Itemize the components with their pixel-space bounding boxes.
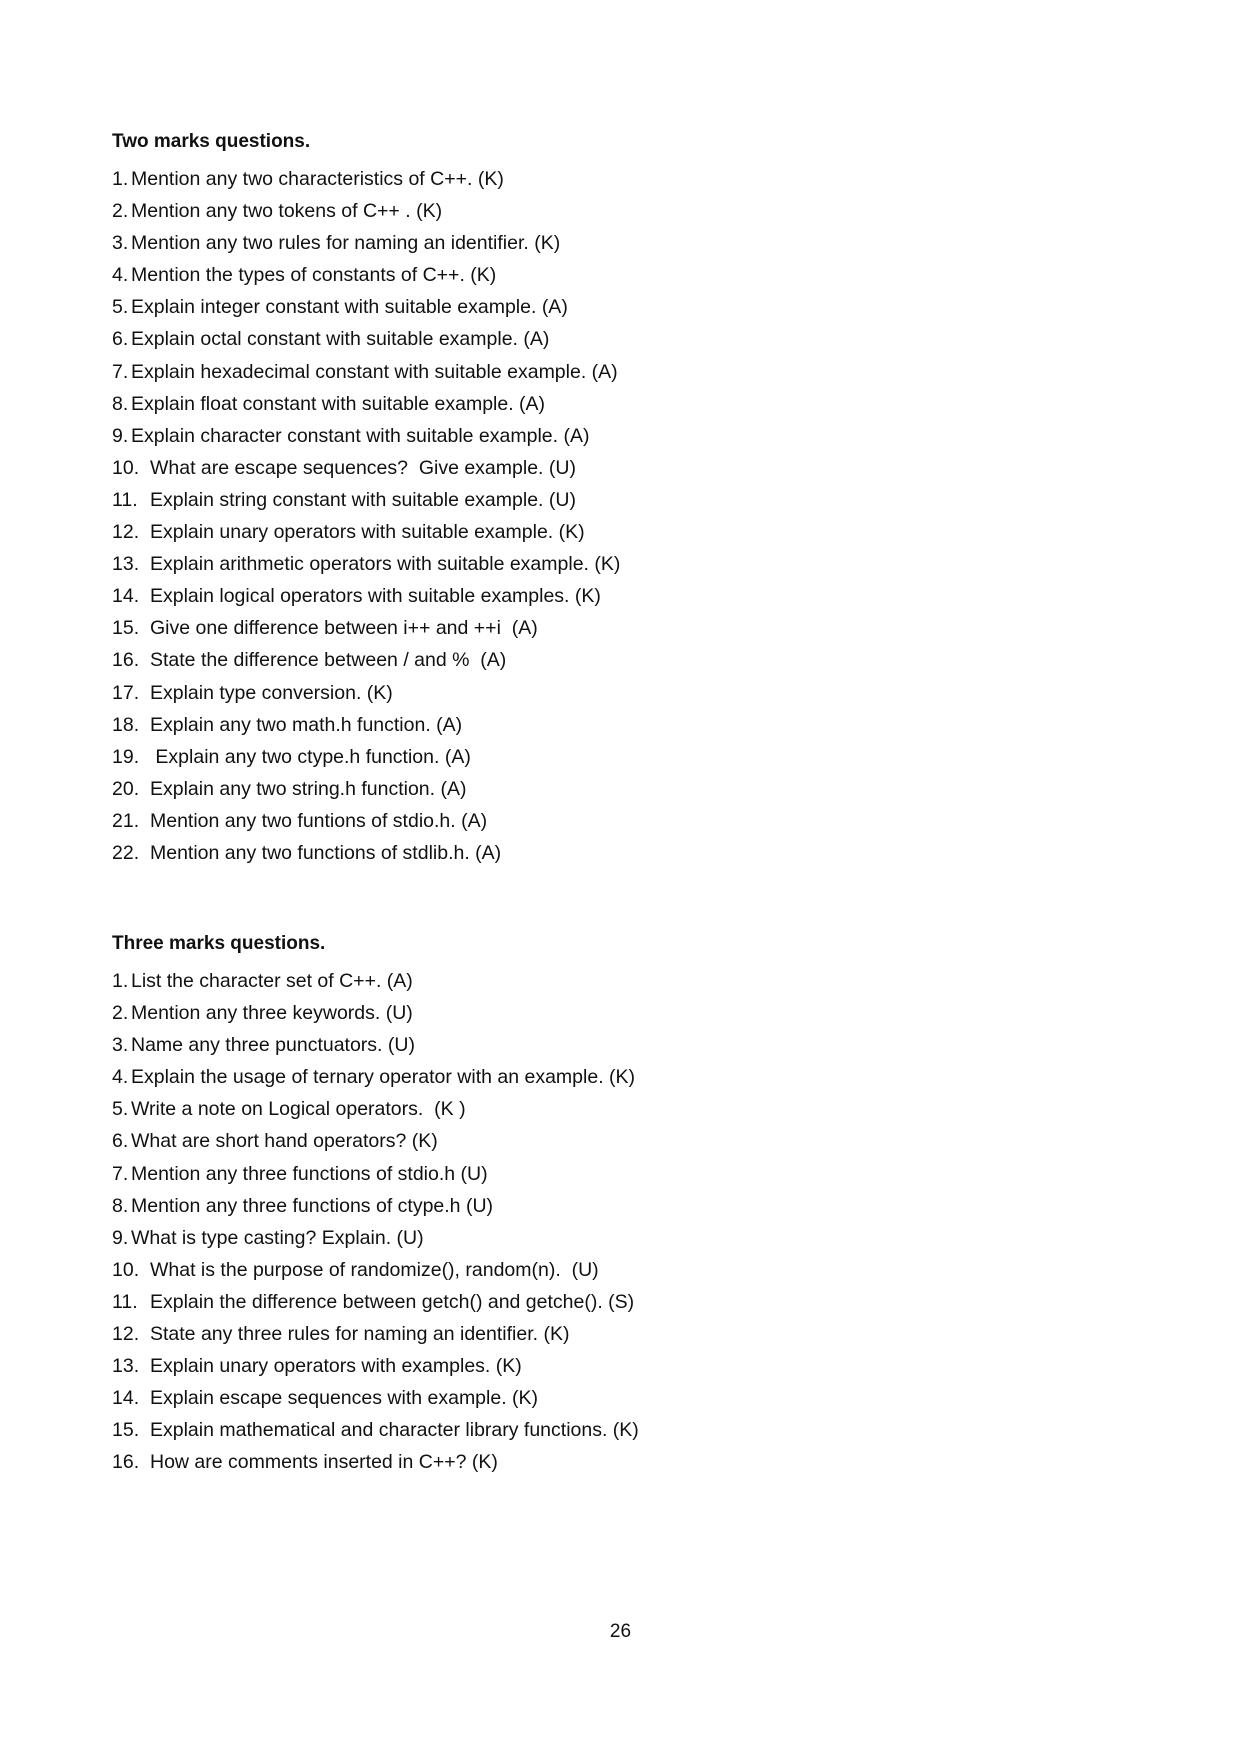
- question-text: What are short hand operators? (K): [131, 1130, 438, 1153]
- question-item: [112, 1318, 1112, 1350]
- question-number: 19.: [112, 745, 140, 768]
- question-item: [112, 1414, 1112, 1446]
- question-item: [112, 612, 1112, 644]
- question-text: Give one difference between i++ and ++i (A): [150, 617, 538, 640]
- question-item: [112, 1061, 1112, 1093]
- question-number: 12.: [112, 521, 140, 544]
- question-text: Explain escape sequences with example. (K): [150, 1387, 539, 1410]
- question-item: [112, 388, 1112, 420]
- question-text: Explain any two ctype.h function. (A): [150, 745, 471, 768]
- question-item: [112, 1029, 1112, 1061]
- question-number: 16.: [112, 1451, 140, 1474]
- question-number: 4.: [112, 1066, 129, 1089]
- question-number: 17.: [112, 681, 140, 704]
- question-item: [112, 580, 1112, 612]
- question-item: [112, 1254, 1112, 1286]
- question-text: Mention any three functions of stdio.h (U): [131, 1162, 488, 1185]
- two-marks-section: [112, 128, 1112, 869]
- question-item: [112, 1093, 1112, 1125]
- question-number: 5.: [112, 1098, 129, 1121]
- question-number: 11.: [112, 1290, 138, 1313]
- question-item: [112, 1446, 1112, 1478]
- question-number: 10.: [112, 456, 140, 479]
- question-item: [112, 773, 1112, 805]
- question-text: Mention any two funtions of stdio.h. (A): [150, 809, 488, 832]
- question-text: Explain arithmetic operators with suitable example. (K): [150, 553, 621, 576]
- question-number: 15.: [112, 1419, 140, 1442]
- question-text: Explain octal constant with suitable example. (A): [131, 328, 550, 351]
- question-item: [112, 227, 1112, 259]
- question-text: State any three rules for naming an identifier. (K): [150, 1323, 570, 1346]
- question-text: Explain logical operators with suitable examples. (K): [150, 585, 601, 608]
- question-text: Explain mathematical and character library functions. (K): [150, 1419, 639, 1442]
- question-text: Explain any two string.h function. (A): [150, 777, 467, 800]
- question-item: [112, 291, 1112, 323]
- question-item: [112, 1125, 1112, 1157]
- question-number: 4.: [112, 264, 129, 287]
- question-text: Explain any two math.h function. (A): [150, 713, 463, 736]
- question-text: Mention any three keywords. (U): [131, 1002, 413, 1025]
- question-text: Mention any two rules for naming an identifier. (K): [131, 232, 561, 255]
- question-text: Mention any two functions of stdlib.h. (A): [150, 841, 502, 864]
- question-number: 12.: [112, 1323, 140, 1346]
- question-text: Explain unary operators with examples. (K): [150, 1355, 522, 1378]
- question-number: 13.: [112, 1355, 140, 1378]
- question-item: [112, 323, 1112, 355]
- question-list: [112, 163, 1112, 869]
- question-item: [112, 741, 1112, 773]
- question-item: [112, 644, 1112, 676]
- question-number: 22.: [112, 841, 140, 864]
- question-text: Explain float constant with suitable example. (A): [131, 392, 546, 415]
- question-text: Explain hexadecimal constant with suitable example. (A): [131, 360, 618, 383]
- question-number: 7.: [112, 1162, 129, 1185]
- question-item: [112, 1382, 1112, 1414]
- question-item: [112, 677, 1112, 709]
- question-item: [112, 1158, 1112, 1190]
- question-number: 9.: [112, 424, 129, 447]
- question-number: 18.: [112, 713, 140, 736]
- question-item: [112, 163, 1112, 195]
- question-number: 21.: [112, 809, 140, 832]
- question-text: Write a note on Logical operators. (K ): [131, 1098, 466, 1121]
- question-text: Explain type conversion. (K): [150, 681, 393, 704]
- question-item: [112, 452, 1112, 484]
- question-number: 15.: [112, 617, 140, 640]
- question-number: 16.: [112, 649, 140, 672]
- question-number: 2.: [112, 1002, 129, 1025]
- question-item: [112, 1222, 1112, 1254]
- page-number: 26: [609, 1621, 632, 1642]
- question-text: Mention any three functions of ctype.h (U): [131, 1194, 494, 1217]
- question-number: 10.: [112, 1258, 140, 1281]
- question-text: Explain integer constant with suitable example. (A): [131, 296, 568, 319]
- question-number: 2.: [112, 200, 129, 223]
- question-number: 14.: [112, 1387, 140, 1410]
- question-text: Mention the types of constants of C++. (K): [131, 264, 497, 287]
- question-text: What is the purpose of randomize(), random(n). (U): [150, 1258, 599, 1281]
- question-number: 6.: [112, 1130, 129, 1153]
- section-heading: Three marks questions.: [112, 933, 326, 954]
- question-text: What is type casting? Explain. (U): [131, 1226, 424, 1249]
- question-item: [112, 709, 1112, 741]
- question-item: [112, 1350, 1112, 1382]
- question-number: 7.: [112, 360, 129, 383]
- question-text: List the character set of C++. (A): [131, 970, 413, 992]
- question-list: [112, 965, 1112, 1479]
- question-number: 3.: [112, 1034, 129, 1057]
- question-text: Explain the difference between getch() and getche(). (S): [150, 1290, 635, 1313]
- question-number: 8.: [112, 392, 129, 415]
- question-item: [112, 548, 1112, 580]
- question-item: [112, 195, 1112, 227]
- question-number: 13.: [112, 553, 140, 576]
- question-item: [112, 356, 1112, 388]
- section-heading: Two marks questions.: [112, 131, 311, 152]
- question-text: Mention any two characteristics of C++. (K): [131, 168, 504, 190]
- question-item: [112, 516, 1112, 548]
- question-item: [112, 997, 1112, 1029]
- question-item: [112, 805, 1112, 837]
- question-item: [112, 484, 1112, 516]
- question-text: Explain string constant with suitable example. (U): [150, 488, 576, 511]
- three-marks-section: [112, 930, 1112, 1479]
- question-number: 20.: [112, 777, 140, 800]
- question-number: 1.: [112, 970, 129, 992]
- question-text: Mention any two tokens of C++ . (K): [131, 200, 443, 223]
- question-number: 11.: [112, 488, 138, 511]
- question-text: Name any three punctuators. (U): [131, 1034, 415, 1057]
- question-text: Explain the usage of ternary operator with an example. (K): [131, 1066, 636, 1089]
- question-number: 6.: [112, 328, 129, 351]
- question-text: Explain unary operators with suitable example. (K): [150, 521, 585, 544]
- question-item: [112, 1190, 1112, 1222]
- question-number: 9.: [112, 1226, 129, 1249]
- question-text: What are escape sequences? Give example. (U): [150, 456, 576, 479]
- question-number: 1.: [112, 168, 129, 190]
- question-item: [112, 965, 1112, 997]
- question-number: 3.: [112, 232, 129, 255]
- question-text: State the difference between / and % (A): [150, 649, 507, 672]
- question-item: [112, 420, 1112, 452]
- question-number: 8.: [112, 1194, 129, 1217]
- question-item: [112, 1286, 1112, 1318]
- question-item: [112, 259, 1112, 291]
- question-text: How are comments inserted in C++? (K): [150, 1451, 498, 1474]
- question-number: 14.: [112, 585, 140, 608]
- question-text: Explain character constant with suitable example. (A): [131, 424, 590, 447]
- question-number: 5.: [112, 296, 129, 319]
- question-item: [112, 837, 1112, 869]
